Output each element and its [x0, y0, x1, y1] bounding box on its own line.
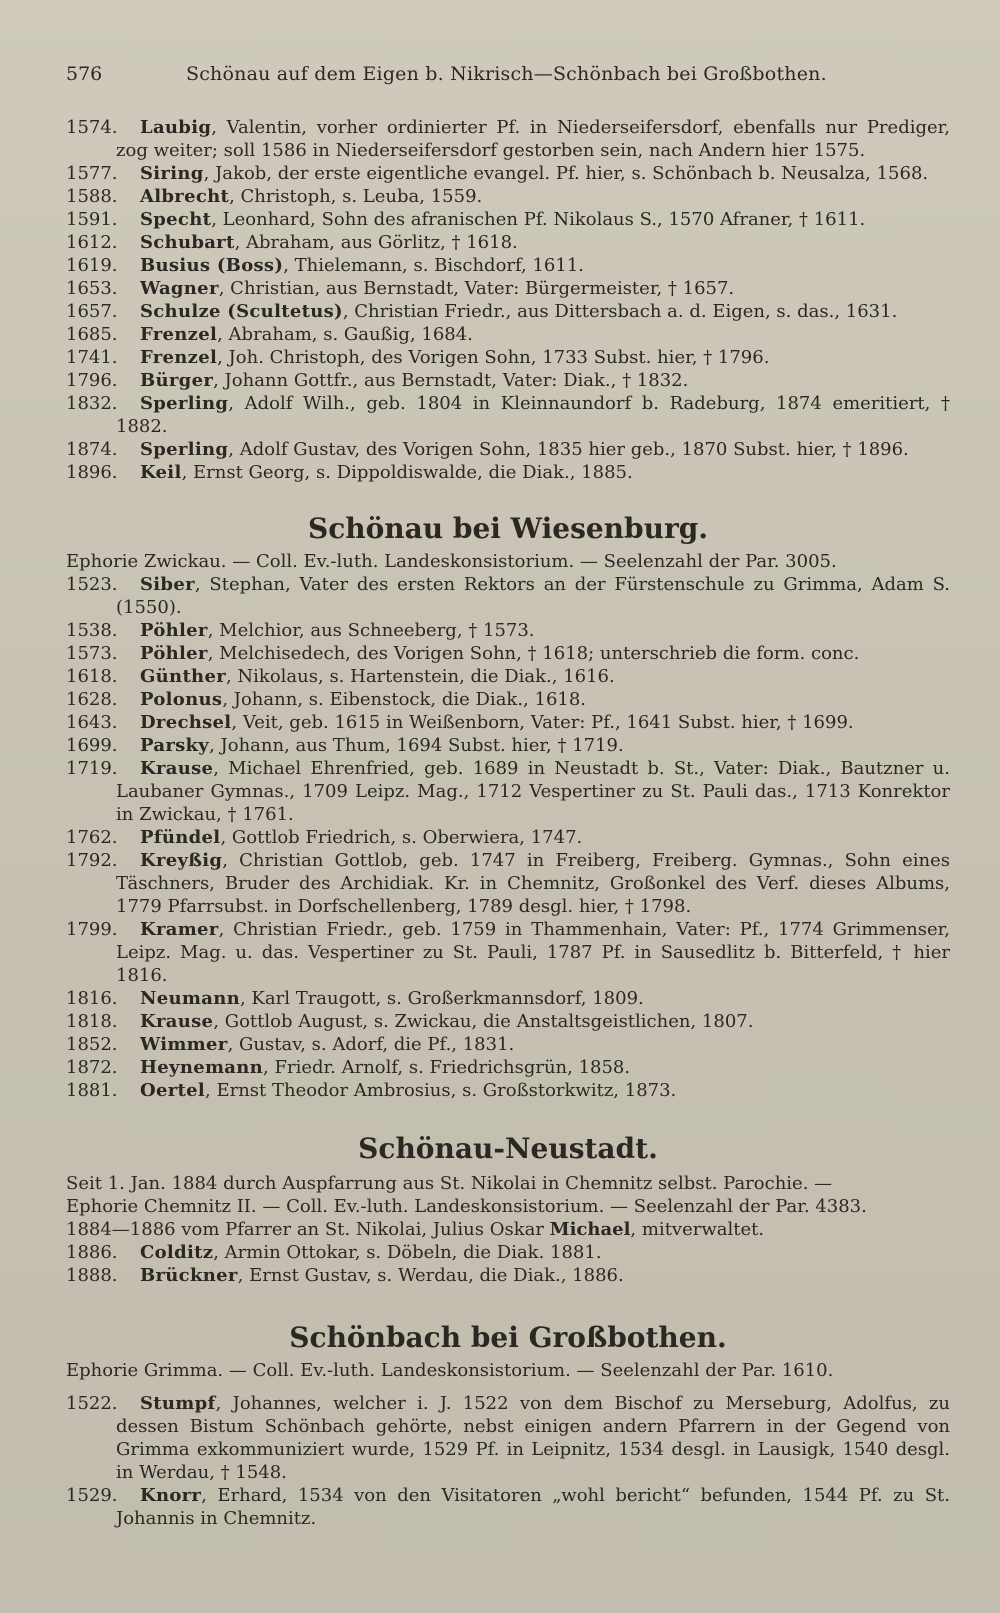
entry-text: , Melchior, aus Schneeberg, † 1573. — [207, 620, 535, 641]
entry-name: Pöhler — [140, 620, 208, 641]
section-title-schoenbach — [66, 1321, 950, 1355]
list-item — [66, 461, 950, 484]
entry-text: , Adolf Gustav, des Vorigen Sohn, 1835 hier geb., 1870 Subst. hier, † 1896. — [228, 439, 909, 460]
entry-year: 1792. — [66, 850, 118, 871]
list-item — [66, 757, 950, 826]
entry-text: , Melchisedech, des Vorigen Sohn, † 1618; unterschrieb die form. conc. — [207, 643, 860, 664]
entry-year: 1588. — [66, 186, 118, 207]
entry-name: Wimmer — [140, 1034, 228, 1055]
page-title: Schönau auf dem Eigen b. Nikrisch—Schönbach bei Großbothen. — [186, 63, 827, 85]
list-item — [66, 1079, 950, 1102]
entry-year: 1886. — [66, 1242, 118, 1263]
entry-name: Oertel — [140, 1080, 206, 1101]
list-item — [66, 1392, 950, 1484]
entry-name: Frenzel — [140, 324, 218, 345]
entry-name: Siring — [140, 163, 204, 184]
entry-year: 1574. — [66, 117, 118, 138]
section-info-schoenbach: Ephorie Grimma. — Coll. Ev.-luth. Landeskonsistorium. — Seelenzahl der Par. 1610. — [66, 1360, 834, 1381]
list-item — [66, 987, 950, 1010]
entry-name: Stumpf — [140, 1393, 216, 1414]
entry-text: , Christian Friedr., aus Dittersbach a. d. Eigen, s. das., 1631. — [342, 301, 898, 322]
entry-text: , Abraham, s. Gaußig, 1684. — [217, 324, 473, 345]
entry-name: Krause — [140, 758, 214, 779]
entry-text: , Christian Gottlob, geb. 1747 in Freiberg, Freiberg. Gymnas., Sohn eines Täschners, Bruder des Archidiak. Kr. in Chemnitz, Großonkel des Verf. dieses Albums, 1779 Pfarrsubst. in Dorfschellenberg, 1789 desgl. hier, † 1798. — [116, 850, 950, 917]
list-item — [66, 369, 950, 392]
list-item — [66, 1264, 950, 1287]
entry-text: , Adolf Wilh., geb. 1804 in Kleinnaundorf b. Radeburg, 1874 emeritiert, † 1882. — [116, 393, 950, 437]
entry-year: 1816. — [66, 988, 118, 1009]
entry-text: , Gustav, s. Adorf, die Pf., 1831. — [227, 1034, 515, 1055]
list-item — [66, 918, 950, 987]
entry-name: Günther — [140, 666, 226, 687]
entry-text: , Christian, aus Bernstadt, Vater: Bürgermeister, † 1657. — [218, 278, 735, 299]
entry-text: , Gottlob August, s. Zwickau, die Anstaltsgeistlichen, 1807. — [213, 1011, 754, 1032]
entry-name: Albrecht — [140, 186, 230, 207]
entry-year: 1741. — [66, 347, 118, 368]
entry-year: 1818. — [66, 1011, 118, 1032]
list-item — [66, 1033, 950, 1056]
entry-year: 1762. — [66, 827, 118, 848]
entry-year: 1538. — [66, 620, 118, 641]
list-item — [66, 300, 950, 323]
interim-name: Michael — [549, 1219, 631, 1240]
entry-text: , Veit, geb. 1615 in Weißenborn, Vater: Pf., 1641 Subst. hier, † 1699. — [231, 712, 854, 733]
entry-year: 1522. — [66, 1393, 118, 1414]
schoenbach-list — [66, 1392, 950, 1530]
entry-name: Colditz — [140, 1242, 214, 1263]
interim-text-pre: 1884—1886 vom Pfarrer an St. Nikolai, Julius Oskar — [66, 1219, 550, 1240]
list-item — [66, 688, 950, 711]
entry-text: , Johann, aus Thum, 1694 Subst. hier, † 1719. — [209, 735, 624, 756]
entry-name: Laubig — [140, 117, 212, 138]
entry-year: 1799. — [66, 919, 118, 940]
section-title-rest: bei Großbothen. — [461, 1321, 727, 1354]
page-content — [66, 116, 950, 1530]
entry-year: 1628. — [66, 689, 118, 710]
entry-year: 1852. — [66, 1034, 118, 1055]
entry-year: 1612. — [66, 232, 118, 253]
interim-text-post: , mitverwaltet. — [630, 1219, 765, 1240]
entry-name: Sperling — [140, 439, 229, 460]
entry-text: , Thielemann, s. Bischdorf, 1611. — [283, 255, 585, 276]
entry-text: , Gottlob Friedrich, s. Oberwiera, 1747. — [220, 827, 583, 848]
entry-year: 1591. — [66, 209, 118, 230]
entry-name: Frenzel — [140, 347, 218, 368]
entry-year: 1796. — [66, 370, 118, 391]
entry-year: 1529. — [66, 1485, 118, 1506]
entry-year: 1719. — [66, 758, 118, 779]
entry-name: Bürger — [140, 370, 214, 391]
entry-name: Kramer — [140, 919, 219, 940]
entry-text: , Valentin, vorher ordinierter Pf. in Niederseifersdorf, ebenfalls nur Prediger, zog weiter; soll 1586 in Niederseifersdorf gestorben sein, nach Andern hier 1575. — [116, 117, 950, 161]
list-item — [66, 642, 950, 665]
list-item — [66, 826, 950, 849]
entry-text: , Jakob, der erste eigentliche evangel. Pf. hier, s. Schönbach b. Neusalza, 1568. — [203, 163, 929, 184]
section-title-neustadt — [66, 1132, 950, 1166]
entry-name: Heynemann — [140, 1057, 264, 1078]
section-info-wiesenburg: Ephorie Zwickau. — Coll. Ev.-luth. Landeskonsistorium. — Seelenzahl der Par. 3005. — [66, 551, 837, 572]
section-info-neustadt-2: Ephorie Chemnitz II. — Coll. Ev.-luth. Landeskonsistorium. — Seelenzahl der Par. 4383. — [66, 1196, 867, 1217]
list-item — [66, 1010, 950, 1033]
first-section-list — [66, 116, 950, 484]
entry-year: 1577. — [66, 163, 118, 184]
list-item — [66, 1056, 950, 1079]
entry-year: 1874. — [66, 439, 118, 460]
list-item — [66, 438, 950, 461]
section-title-main: Schönau-Neustadt. — [358, 1132, 658, 1165]
entry-text: , Karl Traugott, s. Großerkmannsdorf, 1809. — [239, 988, 644, 1009]
section-title-main: Schönau — [307, 512, 444, 545]
section-title-rest: bei Wiesenburg. — [443, 512, 709, 545]
entry-text: , Joh. Christoph, des Vorigen Sohn, 1733 Subst. hier, † 1796. — [217, 347, 770, 368]
entry-text: , Armin Ottokar, s. Döbeln, die Diak. 1881. — [213, 1242, 602, 1263]
entry-year: 1643. — [66, 712, 118, 733]
list-item — [66, 1241, 950, 1264]
section-interim-note — [66, 1218, 950, 1241]
entry-text: , Nikolaus, s. Hartenstein, die Diak., 1616. — [225, 666, 615, 687]
entry-year: 1523. — [66, 574, 118, 595]
list-item — [66, 116, 950, 162]
entry-year: 1881. — [66, 1080, 118, 1101]
entry-name: Wagner — [140, 278, 219, 299]
entry-text: , Johann Gottfr., aus Bernstadt, Vater: Diak., † 1832. — [213, 370, 689, 391]
list-item — [66, 1484, 950, 1530]
entry-text: , Michael Ehrenfried, geb. 1689 in Neustadt b. St., Vater: Diak., Bautzner u. Laubaner Gymnas., 1709 Leipz. Mag., 1712 Vespertiner zu St. Pauli das., 1713 Konrektor in Zwickau, † 1761. — [116, 758, 950, 825]
section-title-wiesenburg — [66, 512, 950, 546]
entry-text: , Johann, s. Eibenstock, die Diak., 1618. — [222, 689, 587, 710]
entry-year: 1896. — [66, 462, 118, 483]
list-item — [66, 392, 950, 438]
entry-year: 1872. — [66, 1057, 118, 1078]
entry-year: 1699. — [66, 735, 118, 756]
list-item — [66, 849, 950, 918]
entry-text: , Friedr. Arnolf, s. Friedrichsgrün, 1858. — [263, 1057, 631, 1078]
list-item — [66, 208, 950, 231]
entry-name: Busius (Boss) — [140, 255, 284, 276]
entry-year: 1888. — [66, 1265, 118, 1286]
entry-name: Schulze (Scultetus) — [140, 301, 343, 322]
entry-year: 1573. — [66, 643, 118, 664]
entry-text: , Christian Friedr., geb. 1759 in Thammenhain, Vater: Pf., 1774 Grimmenser, Leipz. Mag. u. das. Vespertiner zu St. Pauli, 1787 Pf. in Sausedlitz b. Bitterfeld, † hier 1816. — [116, 919, 950, 986]
running-head — [66, 62, 942, 86]
list-item — [66, 734, 950, 757]
entry-year: 1832. — [66, 393, 118, 414]
list-item — [66, 231, 950, 254]
list-item — [66, 619, 950, 642]
section-info-neustadt-1: Seit 1. Jan. 1884 durch Auspfarrung aus St. Nikolai in Chemnitz selbst. Parochie. — — [66, 1173, 833, 1194]
list-item — [66, 323, 950, 346]
entry-name: Polonus — [140, 689, 223, 710]
entry-name: Keil — [140, 462, 182, 483]
list-item — [66, 711, 950, 734]
entry-text: , Christoph, s. Leuba, 1559. — [229, 186, 483, 207]
entry-name: Pfündel — [140, 827, 221, 848]
list-item — [66, 162, 950, 185]
list-item — [66, 254, 950, 277]
wiesenburg-list — [66, 573, 950, 1102]
entry-year: 1685. — [66, 324, 118, 345]
entry-name: Drechsel — [140, 712, 232, 733]
entry-name: Parsky — [140, 735, 210, 756]
entry-name: Neumann — [140, 988, 240, 1009]
entry-name: Knorr — [140, 1485, 202, 1506]
entry-name: Krause — [140, 1011, 214, 1032]
entry-text: , Abraham, aus Görlitz, † 1618. — [234, 232, 518, 253]
section-title-main: Schönbach — [289, 1321, 462, 1354]
entry-year: 1653. — [66, 278, 118, 299]
entry-name: Pöhler — [140, 643, 208, 664]
entry-name: Sperling — [140, 393, 229, 414]
entry-name: Brückner — [140, 1265, 238, 1286]
entry-year: 1657. — [66, 301, 118, 322]
neustadt-list — [66, 1241, 950, 1287]
entry-text: , Leonhard, Sohn des afranischen Pf. Nikolaus S., 1570 Afraner, † 1611. — [211, 209, 866, 230]
entry-text: , Ernst Georg, s. Dippoldiswalde, die Diak., 1885. — [181, 462, 633, 483]
entry-year: 1619. — [66, 255, 118, 276]
entry-name: Specht — [140, 209, 212, 230]
page-number: 576 — [66, 63, 103, 85]
entry-text: , Ernst Theodor Ambrosius, s. Großstorkwitz, 1873. — [205, 1080, 677, 1101]
entry-name: Schubart — [140, 232, 235, 253]
list-item — [66, 185, 950, 208]
entry-name: Siber — [140, 574, 195, 595]
entry-name: Kreyßig — [140, 850, 223, 871]
list-item — [66, 573, 950, 619]
entry-text: , Johannes, welcher i. J. 1522 von dem Bischof zu Merseburg, Adolfus, zu dessen Bistum Schönbach gehörte, nebst einigen andern Pfarrern in der Gegend von Grimma exkommuniziert wurde, 1529 Pf. in Leipnitz, 1534 desgl. in Lausigk, 1540 desgl. in Werdau, † 1548. — [116, 1393, 950, 1483]
entry-text: , Ernst Gustav, s. Werdau, die Diak., 1886. — [237, 1265, 624, 1286]
list-item — [66, 665, 950, 688]
entry-text: , Stephan, Vater des ersten Rektors an der Fürstenschule zu Grimma, Adam S. (1550). — [116, 574, 950, 618]
list-item — [66, 277, 950, 300]
list-item — [66, 346, 950, 369]
entry-year: 1618. — [66, 666, 118, 687]
entry-text: , Erhard, 1534 von den Visitatoren „wohl bericht“ befunden, 1544 Pf. zu St. Johannis in Chemnitz. — [116, 1485, 950, 1529]
